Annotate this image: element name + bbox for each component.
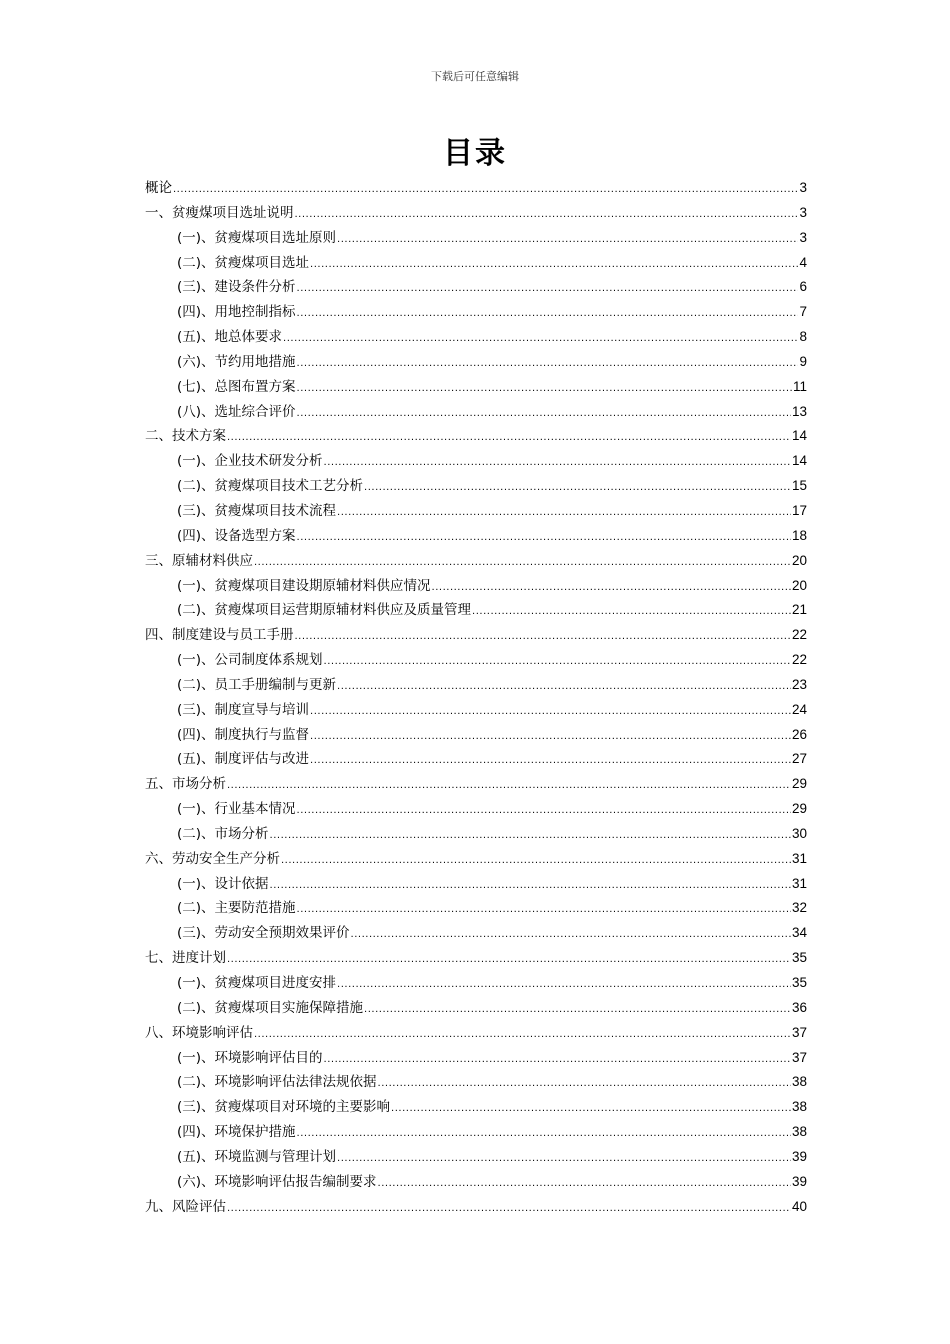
- toc-entry[interactable]: [145, 375, 807, 400]
- toc-leader-dots: [254, 551, 791, 576]
- toc-leader-dots: [227, 774, 791, 799]
- toc-leader-dots: [297, 277, 799, 302]
- toc-leader-dots: [295, 625, 791, 650]
- toc-entry-label: (一)、贫瘦煤项目选址原则: [177, 229, 337, 246]
- toc-entry[interactable]: [145, 698, 807, 723]
- toc-entry[interactable]: [145, 449, 807, 474]
- toc-entry-page-number: 31: [791, 850, 807, 866]
- toc-entry[interactable]: [145, 1070, 807, 1095]
- toc-leader-dots: [297, 799, 791, 824]
- header-note: 下载后可任意编辑: [431, 70, 519, 83]
- toc-entry-page-number: 23: [791, 676, 807, 692]
- toc-leader-dots: [270, 874, 791, 899]
- toc-entry-label: (八)、选址综合评价: [177, 403, 296, 420]
- toc-entry-page-number: 31: [791, 875, 807, 891]
- toc-entry-page-number: 32: [791, 900, 807, 916]
- toc-entry-label: (二)、贫瘦煤项目技术工艺分析: [177, 478, 364, 495]
- toc-leader-dots: [227, 426, 791, 451]
- toc-entry-page-number: 38: [791, 1099, 807, 1115]
- toc-entry-page-number: 13: [791, 403, 807, 419]
- toc-entry[interactable]: [145, 847, 807, 872]
- toc-entry-label: (二)、贫瘦煤项目实施保障措施: [177, 999, 364, 1016]
- toc-entry[interactable]: [145, 524, 807, 549]
- toc-leader-dots: [297, 1122, 791, 1147]
- toc-entry[interactable]: [145, 673, 807, 698]
- toc-entry-page-number: 4: [799, 254, 807, 270]
- toc-entry-page-number: 26: [791, 726, 807, 742]
- toc-entry-label: 五、市场分析: [145, 776, 226, 793]
- toc-entry-page-number: 37: [791, 1049, 807, 1065]
- toc-entry-label: (四)、环境保护措施: [177, 1124, 296, 1141]
- toc-entry[interactable]: [145, 1021, 807, 1046]
- toc-entry-page-number: 40: [791, 1198, 807, 1214]
- toc-entry-label: 七、进度计划: [145, 950, 226, 967]
- toc-leader-dots: [337, 973, 791, 998]
- toc-entry-label: (五)、制度评估与改进: [177, 751, 310, 768]
- toc-entry-page-number: 20: [791, 577, 807, 593]
- toc-entry-label: 八、环境影响评估: [145, 1024, 253, 1041]
- toc-leader-dots: [337, 1147, 791, 1172]
- toc-entry-page-number: 24: [791, 701, 807, 717]
- toc-leader-dots: [324, 1048, 791, 1073]
- toc-entry[interactable]: [145, 921, 807, 946]
- toc-leader-dots: [297, 352, 799, 377]
- toc-entry[interactable]: [145, 549, 807, 574]
- toc-entry[interactable]: [145, 1145, 807, 1170]
- toc-entry-label: (七)、总图布置方案: [177, 378, 296, 395]
- toc-entry-page-number: 39: [791, 1148, 807, 1164]
- toc-entry-page-number: 21: [791, 602, 807, 618]
- page-title: 目录: [443, 136, 507, 171]
- toc-entry-label: (五)、环境监测与管理计划: [177, 1148, 337, 1165]
- toc-entry[interactable]: [145, 822, 807, 847]
- toc-entry[interactable]: [145, 971, 807, 996]
- toc-entry[interactable]: [145, 872, 807, 897]
- toc-entry[interactable]: [145, 747, 807, 772]
- toc-entry-label: (一)、企业技术研发分析: [177, 453, 323, 470]
- toc-entry-page-number: 14: [791, 428, 807, 444]
- toc-entry-label: 概论: [145, 180, 172, 196]
- toc-leader-dots: [297, 898, 791, 923]
- toc-leader-dots: [378, 1172, 791, 1197]
- toc-entry-label: (六)、环境影响评估报告编制要求: [177, 1173, 377, 1190]
- toc-entry[interactable]: [145, 400, 807, 425]
- toc-entry-page-number: 34: [791, 925, 807, 941]
- toc-entry[interactable]: [145, 201, 807, 226]
- toc-leader-dots: [227, 948, 791, 973]
- toc-leader-dots: [337, 675, 791, 700]
- toc-entry-label: (三)、劳动安全预期效果评价: [177, 925, 350, 942]
- toc-entry[interactable]: [145, 996, 807, 1021]
- toc-entry-page-number: 6: [799, 279, 807, 295]
- toc-entry-label: (二)、市场分析: [177, 825, 269, 842]
- toc-entry[interactable]: [145, 1170, 807, 1195]
- toc-leader-dots: [378, 1072, 791, 1097]
- toc-entry-page-number: 35: [791, 975, 807, 990]
- toc-leader-dots: [310, 725, 791, 750]
- toc-entry[interactable]: [145, 723, 807, 748]
- toc-leader-dots: [254, 1023, 791, 1048]
- toc-entry[interactable]: [145, 598, 807, 623]
- toc-entry-page-number: 3: [799, 180, 807, 195]
- toc-leader-dots: [227, 1197, 791, 1222]
- toc-entry-label: (五)、地总体要求: [177, 329, 283, 346]
- toc-entry[interactable]: [145, 350, 807, 375]
- toc-entry-page-number: 17: [791, 502, 807, 518]
- toc-entry[interactable]: [145, 1195, 807, 1220]
- toc-entry-page-number: 27: [791, 751, 807, 767]
- toc-leader-dots: [281, 849, 791, 874]
- toc-entry-label: (三)、制度宣导与培训: [177, 701, 310, 718]
- toc-entry[interactable]: [145, 226, 807, 251]
- toc-leader-dots: [351, 923, 791, 948]
- toc-leader-dots: [295, 203, 799, 228]
- toc-entry[interactable]: [145, 176, 807, 201]
- toc-leader-dots: [297, 377, 792, 402]
- toc-entry-page-number: 3: [799, 229, 807, 245]
- toc-entry-page-number: 7: [799, 304, 807, 320]
- toc-entry[interactable]: [145, 1120, 807, 1145]
- toc-entry-page-number: 3: [799, 204, 807, 220]
- toc-entry-page-number: 30: [791, 825, 807, 841]
- toc-entry-label: (一)、环境影响评估目的: [177, 1049, 323, 1066]
- toc-entry-page-number: 8: [799, 329, 807, 345]
- toc-entry-label: 六、劳动安全生产分析: [145, 850, 280, 867]
- toc-entry-page-number: 22: [791, 627, 807, 643]
- toc-entry-label: (四)、设备选型方案: [177, 527, 296, 544]
- toc-entry-label: (三)、建设条件分析: [177, 279, 296, 296]
- toc-entry[interactable]: [145, 623, 807, 648]
- toc-entry-page-number: 20: [791, 552, 807, 568]
- toc-entry[interactable]: [145, 772, 807, 797]
- toc-entry[interactable]: [145, 1095, 807, 1120]
- toc-leader-dots: [324, 451, 791, 476]
- toc-leader-dots: [297, 402, 791, 427]
- toc-entry[interactable]: [145, 946, 807, 971]
- toc-entry-page-number: 11: [792, 378, 807, 394]
- toc-leader-dots: [310, 700, 791, 725]
- toc-entry-label: (四)、用地控制指标: [177, 304, 296, 321]
- toc-entry[interactable]: [145, 474, 807, 499]
- toc-entry-label: (一)、贫瘦煤项目进度安排: [177, 975, 337, 991]
- toc-entry-page-number: 38: [791, 1074, 807, 1090]
- toc-entry-page-number: 22: [791, 652, 807, 668]
- toc-entry-label: 一、贫瘦煤项目选址说明: [145, 204, 294, 221]
- toc-entry-label: (三)、贫瘦煤项目技术流程: [177, 502, 337, 519]
- toc-entry-label: (一)、贫瘦煤项目建设期原辅材料供应情况: [177, 577, 431, 594]
- toc-entry-page-number: 36: [791, 999, 807, 1015]
- toc-leader-dots: [472, 600, 791, 625]
- toc-leader-dots: [310, 253, 798, 278]
- toc-entry[interactable]: [145, 275, 807, 300]
- toc-leader-dots: [283, 327, 798, 352]
- toc-entry-label: (二)、贫瘦煤项目运营期原辅材料供应及质量管理: [177, 602, 472, 619]
- toc-entry[interactable]: [145, 896, 807, 921]
- toc-entry[interactable]: [145, 300, 807, 325]
- toc-leader-dots: [173, 178, 798, 203]
- toc-entry-page-number: 9: [799, 353, 807, 369]
- toc-leader-dots: [297, 302, 799, 327]
- toc-entry[interactable]: [145, 499, 807, 524]
- toc-entry-page-number: 14: [791, 453, 807, 469]
- toc-entry[interactable]: [145, 251, 807, 276]
- toc-entry-label: 九、风险评估: [145, 1198, 226, 1215]
- toc-entry[interactable]: [145, 797, 807, 822]
- toc-entry-label: (二)、主要防范措施: [177, 900, 296, 917]
- toc-entry-label: (二)、员工手册编制与更新: [177, 676, 337, 693]
- toc-leader-dots: [324, 650, 791, 675]
- toc-leader-dots: [337, 501, 791, 526]
- toc-entry[interactable]: [145, 1046, 807, 1071]
- toc-entry[interactable]: [145, 325, 807, 350]
- toc-leader-dots: [310, 749, 791, 774]
- toc-leader-dots: [432, 576, 791, 601]
- toc-entry-page-number: 29: [791, 776, 807, 792]
- toc-entry-label: (二)、贫瘦煤项目选址: [177, 254, 310, 271]
- toc-entry[interactable]: [145, 574, 807, 599]
- table-of-contents: [145, 176, 807, 1219]
- toc-entry-page-number: 29: [791, 801, 807, 817]
- toc-entry-page-number: 35: [791, 950, 807, 966]
- toc-entry-page-number: 39: [791, 1173, 807, 1189]
- toc-leader-dots: [364, 998, 791, 1023]
- toc-entry[interactable]: [145, 648, 807, 673]
- toc-entry-page-number: 18: [791, 527, 807, 543]
- toc-entry[interactable]: [145, 424, 807, 449]
- toc-entry-label: (一)、行业基本情况: [177, 801, 296, 818]
- toc-entry-label: 三、原辅材料供应: [145, 552, 253, 569]
- toc-leader-dots: [364, 476, 791, 501]
- toc-entry-page-number: 38: [791, 1124, 807, 1140]
- toc-entry-label: (四)、制度执行与监督: [177, 726, 310, 743]
- toc-leader-dots: [270, 824, 791, 849]
- toc-entry-label: (六)、节约用地措施: [177, 353, 296, 370]
- toc-leader-dots: [391, 1097, 791, 1122]
- toc-entry-page-number: 37: [791, 1024, 807, 1040]
- toc-entry-label: (一)、设计依据: [177, 875, 269, 892]
- toc-entry-page-number: 15: [791, 478, 807, 494]
- toc-entry-label: (一)、公司制度体系规划: [177, 652, 323, 669]
- toc-leader-dots: [337, 228, 798, 253]
- toc-entry-label: 二、技术方案: [145, 428, 226, 445]
- toc-entry-label: (三)、贫瘦煤项目对环境的主要影响: [177, 1099, 391, 1116]
- toc-leader-dots: [297, 526, 791, 551]
- toc-entry-label: 四、制度建设与员工手册: [145, 627, 294, 644]
- toc-entry-label: (二)、环境影响评估法律法规依据: [177, 1074, 377, 1091]
